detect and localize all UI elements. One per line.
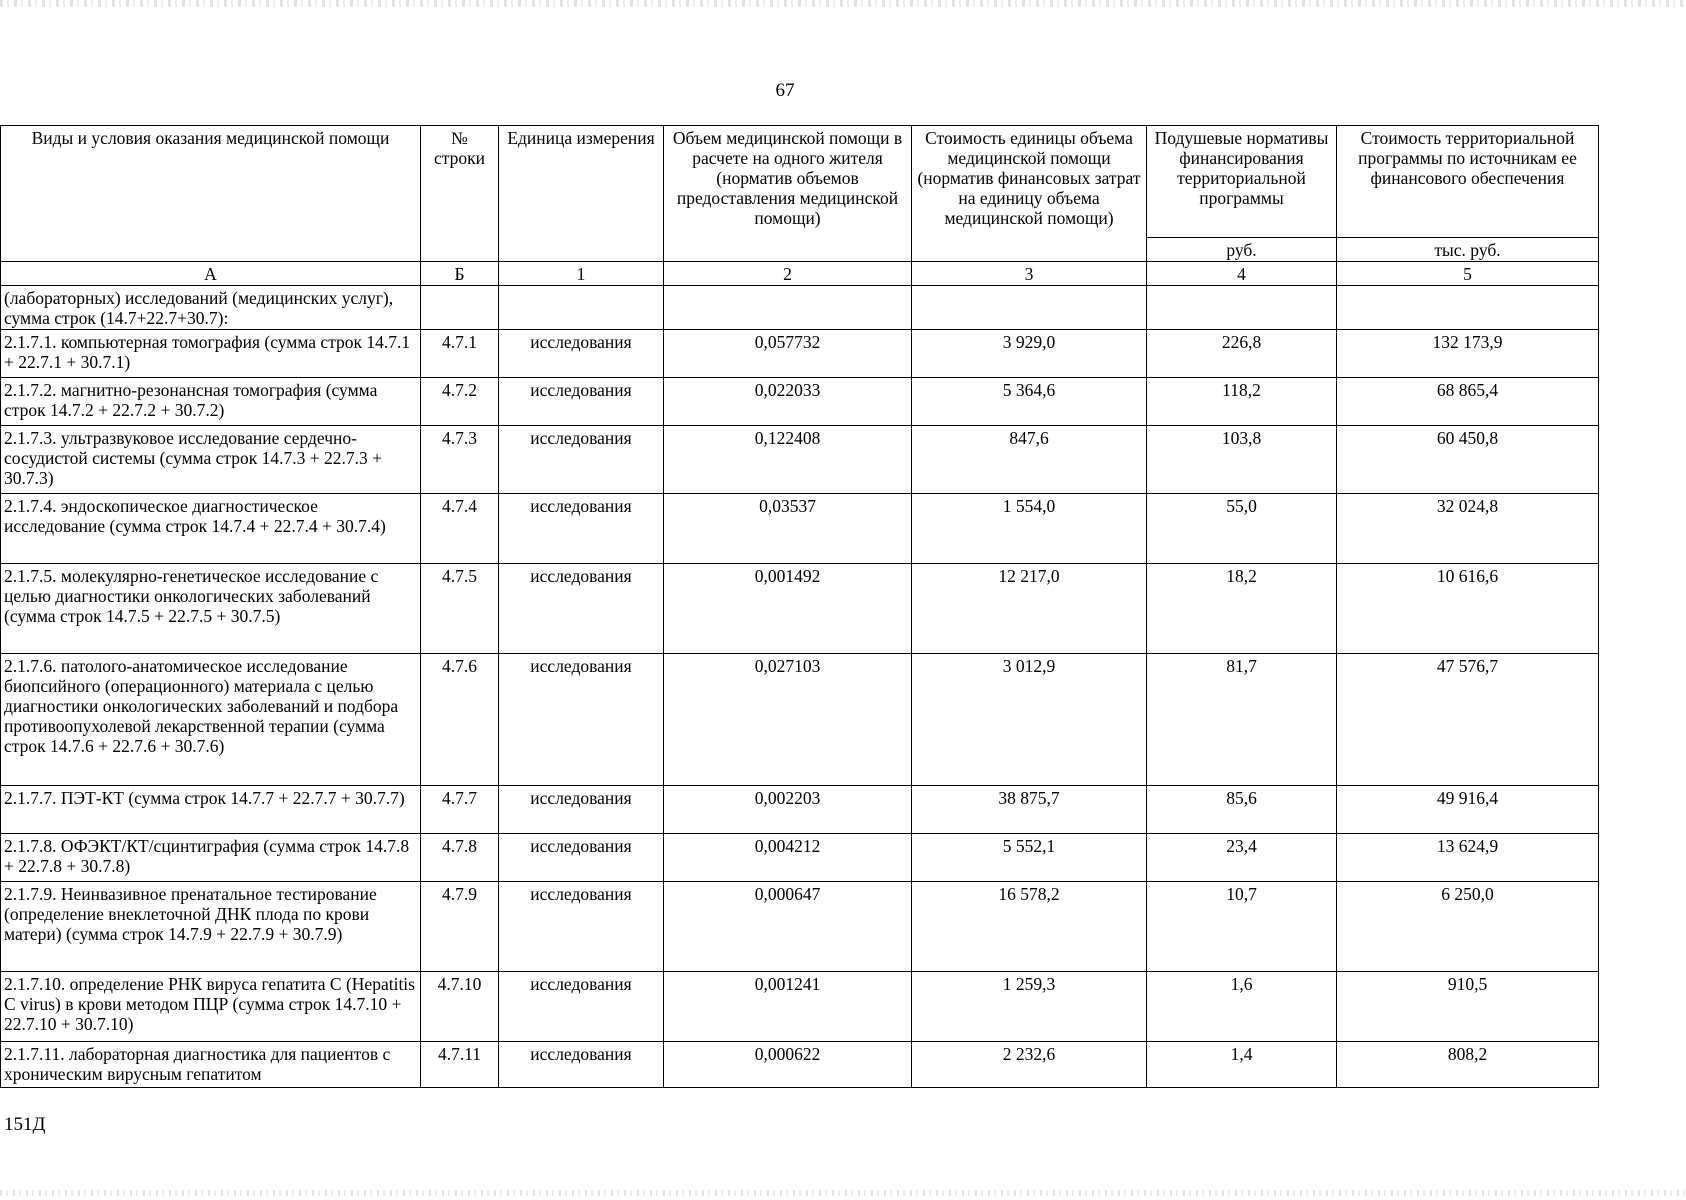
row-number: 4.7.5 (421, 564, 499, 654)
header-unit-thousand-rub: тыс. руб. (1337, 238, 1599, 262)
row-unit-cost: 3 012,9 (912, 654, 1147, 786)
row-unit: исследования (499, 494, 664, 564)
row-description: 2.1.7.6. патолого-анатомическое исследование биопсийного (операционного) материала с целью диагностики онкологических заболеваний и подбора противоопухолевой лекарственной терапии (сумма строк 14.7.6 + 22.7.6 + 30.7.6) (1, 654, 421, 786)
row-unit-cost: 12 217,0 (912, 564, 1147, 654)
row-per-capita: 1,4 (1147, 1042, 1337, 1088)
row-volume: 0,03537 (664, 494, 912, 564)
row-volume: 0,000647 (664, 882, 912, 972)
row-volume: 0,022033 (664, 378, 912, 426)
row-description: 2.1.7.9. Неинвазивное пренатальное тестирование (определение внеклеточной ДНК плода по крови матери) (сумма строк 14.7.9 + 22.7.9 + 30.7.9) (1, 882, 421, 972)
row-volume: 0,001492 (664, 564, 912, 654)
table-row (1, 654, 1599, 786)
row-unit: исследования (499, 834, 664, 882)
row-program-cost: 32 024,8 (1337, 494, 1599, 564)
row-volume: 0,000622 (664, 1042, 912, 1088)
row-description: 2.1.7.10. определение РНК вируса гепатита C (Hepatitis C virus) в крови методом ПЦР (сумма строк 14.7.10 + 22.7.10 + 30.7.10) (1, 972, 421, 1042)
column-letter: А (1, 262, 421, 286)
row-description: 2.1.7.2. магнитно-резонансная томография (сумма строк 14.7.2 + 22.7.2 + 30.7.2) (1, 378, 421, 426)
column-letter: 4 (1147, 262, 1337, 286)
row-unit: исследования (499, 882, 664, 972)
row-number: 4.7.8 (421, 834, 499, 882)
row-per-capita: 55,0 (1147, 494, 1337, 564)
row-program-cost: 132 173,9 (1337, 330, 1599, 378)
row-program-cost: 10 616,6 (1337, 564, 1599, 654)
row-unit: исследования (499, 378, 664, 426)
financing-table (0, 125, 1599, 1088)
header-col-row-number: № строки (421, 126, 499, 262)
row-unit: исследования (499, 786, 664, 834)
row-number (421, 286, 499, 330)
header-col-volume: Объем медицинской помощи в расчете на одного жителя (норматив объемов предоставления медицинской помощи) (664, 126, 912, 262)
row-per-capita: 18,2 (1147, 564, 1337, 654)
row-unit-cost: 1 259,3 (912, 972, 1147, 1042)
header-col-a: Виды и условия оказания медицинской помощи (1, 126, 421, 262)
row-description: 2.1.7.5. молекулярно-генетическое исследование с целью диагностики онкологических заболеваний (сумма строк 14.7.5 + 22.7.5 + 30.7.5) (1, 564, 421, 654)
row-unit-cost: 16 578,2 (912, 882, 1147, 972)
row-description: 2.1.7.3. ультразвуковое исследование сердечно-сосудистой системы (сумма строк 14.7.3 + 22.7.3 + 30.7.3) (1, 426, 421, 494)
row-unit: исследования (499, 972, 664, 1042)
row-program-cost: 6 250,0 (1337, 882, 1599, 972)
row-number: 4.7.10 (421, 972, 499, 1042)
scan-edge-top (0, 0, 1686, 7)
row-per-capita (1147, 286, 1337, 330)
footer-document-code: 151Д (4, 1114, 46, 1135)
header-unit-rub: руб. (1147, 238, 1337, 262)
row-unit-cost: 5 364,6 (912, 378, 1147, 426)
row-per-capita: 226,8 (1147, 330, 1337, 378)
row-number: 4.7.2 (421, 378, 499, 426)
row-unit: исследования (499, 1042, 664, 1088)
row-number: 4.7.6 (421, 654, 499, 786)
row-program-cost: 60 450,8 (1337, 426, 1599, 494)
row-volume: 0,057732 (664, 330, 912, 378)
column-letter: Б (421, 262, 499, 286)
row-program-cost: 49 916,4 (1337, 786, 1599, 834)
row-number: 4.7.3 (421, 426, 499, 494)
row-volume (664, 286, 912, 330)
column-letter: 1 (499, 262, 664, 286)
row-per-capita: 118,2 (1147, 378, 1337, 426)
column-letter: 3 (912, 262, 1147, 286)
table-row (1, 426, 1599, 494)
row-description: 2.1.7.11. лабораторная диагностика для пациентов с хроническим вирусным гепатитом (1, 1042, 421, 1088)
column-letters-row (1, 262, 1599, 286)
row-volume: 0,004212 (664, 834, 912, 882)
row-program-cost: 910,5 (1337, 972, 1599, 1042)
row-number: 4.7.11 (421, 1042, 499, 1088)
row-per-capita: 85,6 (1147, 786, 1337, 834)
row-unit-cost (912, 286, 1147, 330)
row-description: 2.1.7.8. ОФЭКТ/КТ/сцинтиграфия (сумма строк 14.7.8 + 22.7.8 + 30.7.8) (1, 834, 421, 882)
scan-edge-bottom (0, 1190, 1686, 1196)
row-per-capita: 10,7 (1147, 882, 1337, 972)
row-volume: 0,001241 (664, 972, 912, 1042)
header-col-program-cost: Стоимость территориальной программы по источникам ее финансового обеспечения (1337, 126, 1599, 238)
row-per-capita: 103,8 (1147, 426, 1337, 494)
row-per-capita: 23,4 (1147, 834, 1337, 882)
row-volume: 0,122408 (664, 426, 912, 494)
table-row (1, 1042, 1599, 1088)
header-col-unit-cost: Стоимость единицы объема медицинской помощи (норматив финансовых затрат на единицу объема медицинской помощи) (912, 126, 1147, 262)
row-unit-cost: 38 875,7 (912, 786, 1147, 834)
row-unit: исследования (499, 564, 664, 654)
row-unit: исследования (499, 330, 664, 378)
row-unit-cost: 3 929,0 (912, 330, 1147, 378)
table-row (1, 286, 1599, 330)
row-description: 2.1.7.1. компьютерная томография (сумма строк 14.7.1 + 22.7.1 + 30.7.1) (1, 330, 421, 378)
table-row (1, 786, 1599, 834)
row-description: 2.1.7.7. ПЭТ-КТ (сумма строк 14.7.7 + 22.7.7 + 30.7.7) (1, 786, 421, 834)
header-row (1, 126, 1599, 238)
column-letter: 2 (664, 262, 912, 286)
row-unit-cost: 1 554,0 (912, 494, 1147, 564)
row-unit-cost: 847,6 (912, 426, 1147, 494)
row-program-cost: 13 624,9 (1337, 834, 1599, 882)
row-number: 4.7.7 (421, 786, 499, 834)
table-row (1, 882, 1599, 972)
row-program-cost: 68 865,4 (1337, 378, 1599, 426)
row-description: (лабораторных) исследований (медицинских услуг), сумма строк (14.7+22.7+30.7): (1, 286, 421, 330)
table-row (1, 834, 1599, 882)
row-per-capita: 1,6 (1147, 972, 1337, 1042)
table-row (1, 564, 1599, 654)
table-row (1, 972, 1599, 1042)
column-letter: 5 (1337, 262, 1599, 286)
table-row (1, 494, 1599, 564)
row-description: 2.1.7.4. эндоскопическое диагностическое исследование (сумма строк 14.7.4 + 22.7.4 + 30.7.4) (1, 494, 421, 564)
row-unit-cost: 5 552,1 (912, 834, 1147, 882)
row-unit (499, 286, 664, 330)
row-program-cost: 47 576,7 (1337, 654, 1599, 786)
row-unit-cost: 2 232,6 (912, 1042, 1147, 1088)
table-row (1, 330, 1599, 378)
page-number: 67 (775, 80, 795, 101)
row-per-capita: 81,7 (1147, 654, 1337, 786)
row-program-cost: 808,2 (1337, 1042, 1599, 1088)
row-program-cost (1337, 286, 1599, 330)
row-volume: 0,027103 (664, 654, 912, 786)
row-number: 4.7.9 (421, 882, 499, 972)
row-unit: исследования (499, 426, 664, 494)
row-unit: исследования (499, 654, 664, 786)
row-number: 4.7.4 (421, 494, 499, 564)
header-col-per-capita: Подушевые нормативы финансирования территориальной программы (1147, 126, 1337, 238)
row-volume: 0,002203 (664, 786, 912, 834)
row-number: 4.7.1 (421, 330, 499, 378)
table-row (1, 378, 1599, 426)
header-col-unit: Единица измерения (499, 126, 664, 262)
